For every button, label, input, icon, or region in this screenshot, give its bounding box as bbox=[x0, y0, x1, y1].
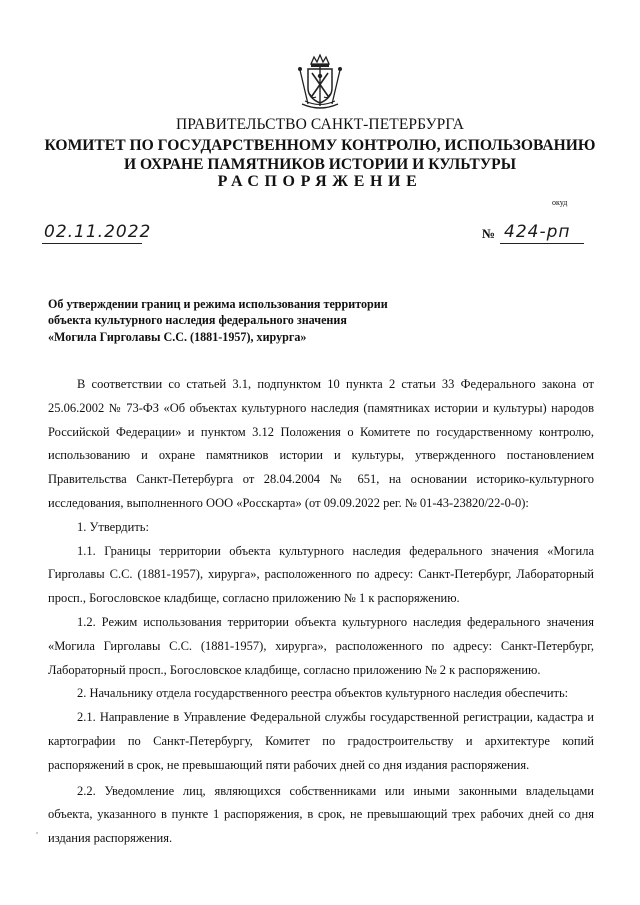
item-2: 2. Начальнику отдела государственного реестра объектов культурного наследия обеспечить: bbox=[77, 686, 569, 701]
document-number: 424-рп bbox=[500, 221, 584, 244]
document-body bbox=[48, 373, 594, 851]
number-label: № bbox=[482, 226, 496, 241]
preamble-paragraph: В соответствии со статьей 3.1, подпунктом 10 пункта 2 статьи 33 Федерального закона от 25.06.2002 № 73-ФЗ «Об объектах культурного наследия (памятниках истории и культуры) народов Российской Федерации» и пунктом 3.12 Положения о Комитете по государственному контролю, использованию и охране памятников истории и культуры, утвержденного постановлением Правительства Санкт-Петербурга от 28.04.2004 № 651, на основании историко-культурного исследования, выполненного ООО «Росскарта» (от 09.09.2022 рег. № 01-43-23820/22-0-0): bbox=[48, 377, 594, 510]
committee-title-line2: И ОХРАНЕ ПАМЯТНИКОВ ИСТОРИИ И КУЛЬТУРЫ bbox=[123, 156, 517, 173]
document-type: РАСПОРЯЖЕНИЕ bbox=[217, 173, 423, 190]
committee-title-line1: КОМИТЕТ ПО ГОСУДАРСТВЕННОМУ КОНТРОЛЮ, ИСПОЛЬЗОВАНИЮ bbox=[44, 137, 596, 154]
subject-line-3: «Могила Гирголавы С.С. (1881-1957), хирурга» bbox=[48, 329, 307, 344]
item-1-2: 1.2. Режим использования территории объекта культурного наследия федерального значения «Могила Гирголавы С.С. (1881-1957), хирурга», расположенного по адресу: Санкт-Петербург, Лабораторный просп., Богословское кладбище, согласно приложению № 2 к распоряжению. bbox=[48, 614, 594, 677]
document-date: 02.11.2022 bbox=[44, 222, 152, 242]
subject-line-2: объекта культурного наследия федерального значения bbox=[48, 313, 347, 328]
item-1: 1. Утвердить: bbox=[77, 519, 149, 534]
item-1-1: 1.1. Границы территории объекта культурного наследия федерального значения «Могила Гирголавы С.С. (1881-1957), хирурга», расположенного по адресу: Санкт-Петербург, Лабораторный просп., Богословское кладбище, согласно приложению № 1 к распоряжению. bbox=[48, 543, 594, 606]
government-title: ПРАВИТЕЛЬСТВО САНКТ-ПЕТЕРБУРГА bbox=[175, 116, 465, 133]
subject-line-1: Об утверждении границ и режима использования территории bbox=[48, 297, 388, 311]
item-2-1: 2.1. Направление в Управление Федеральной службы государственной регистрации, кадастра и картографии по Санкт-Петербургу, Комитет по градостроительству и архитектуре копий распоряжений в срок, не превышающий пяти рабочих дней со дня издания распоряжения. bbox=[48, 710, 594, 772]
okud-label: окуд bbox=[552, 198, 568, 207]
document-subject bbox=[48, 296, 468, 345]
st-petersburg-coat-of-arms-icon bbox=[294, 54, 346, 112]
scan-speck bbox=[36, 832, 38, 834]
item-2-2: 2.2. Уведомление лиц, являющихся собственниками или иными законными владельцами объекта, указанного в пункте 1 распоряжения, в срок, не превышающий трех рабочих дней со дня издания распоряжения. bbox=[48, 783, 594, 846]
committee-title bbox=[0, 136, 640, 174]
